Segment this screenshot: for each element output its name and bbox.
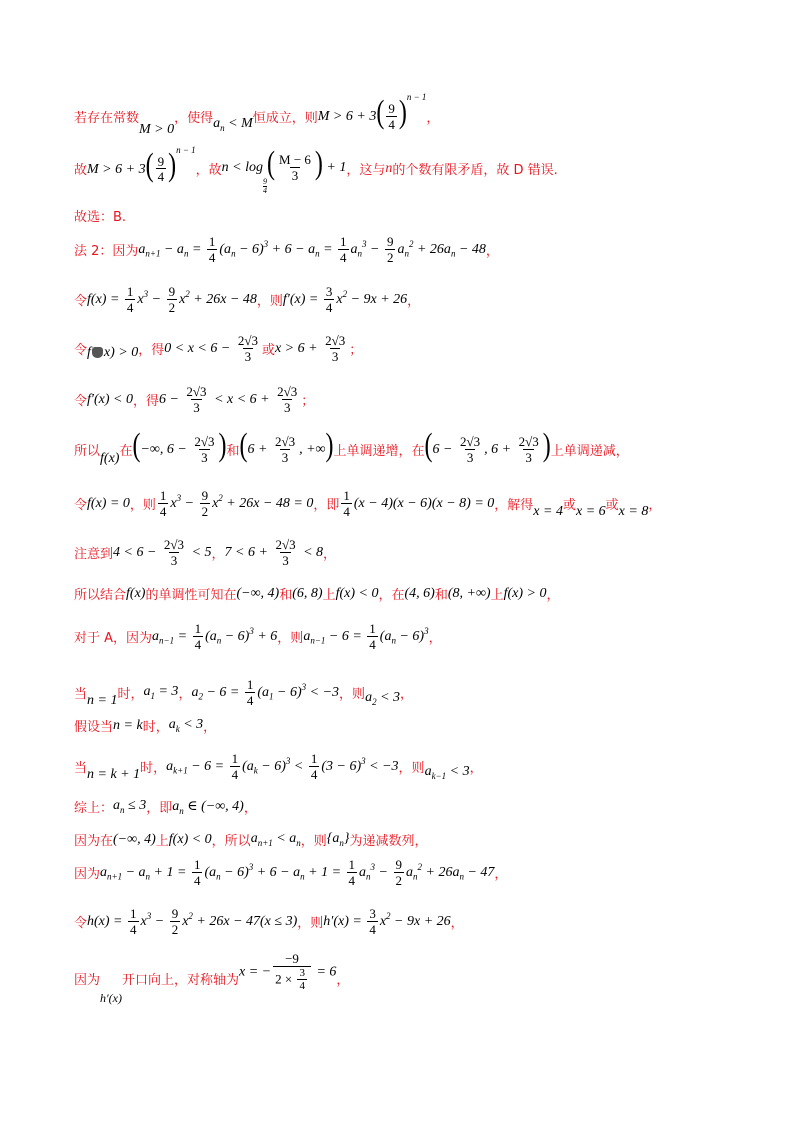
text: 当 [74,761,88,777]
text: 上 [322,588,336,603]
text: ，则 [297,916,324,932]
text: 法 2：因为 [74,244,139,260]
math: M > 6 + 3( $\frac{9}{4}$ )$^{n - 1}$ [317,92,427,132]
broken-glyph-icon [92,347,103,358]
math: (−∞, 4) [236,585,280,601]
math: $a_2 < 3$ [365,690,401,708]
text: ， [400,687,414,703]
text: 时， [117,687,144,703]
text: 为递减数列， [349,834,428,849]
text: 故 [74,163,88,179]
math: $a_n < M$ [213,115,253,133]
line-2 [74,145,558,195]
text: 和 [279,588,293,603]
math: f′(x) = $\frac{3}{4}$ $x^2 - 9x + 26$ [282,284,408,315]
line-14 [74,716,216,735]
math: (−∞, 6 − $\frac{2√3}{3}$ ) [132,428,227,465]
math: $\frac{1}{4}$ (x − 4)(x − 6)(x − 8) = 0 [343,488,495,519]
text: ，则 [398,761,425,777]
text: 的单调性可知在 [145,588,237,603]
math: h′(x) [100,990,122,1005]
math: $a_{k-1} < 3$ [424,764,470,782]
text: ，所以 [211,834,251,849]
math: x > 6 + $\frac{2√3}{3}$ [274,333,346,364]
text: ， [323,547,337,563]
text: 和 [434,588,448,603]
math: f(x) < 0 [168,831,212,847]
text: ； [349,343,363,359]
math: f(x) < 0 [335,585,379,601]
text: ，则 [300,834,327,849]
math: n = k + 1 [87,766,141,782]
math: n = k [113,717,143,733]
line-4 [74,235,499,264]
text: ，得 [132,394,159,410]
text: ，则 [277,631,304,647]
line-11 [74,584,560,603]
math: M > 6 + 3( $\frac{9}{4}$ )$^{n - 1}$ [87,145,196,185]
text: 上 [155,834,169,849]
line-10 [74,538,336,567]
line-7 [74,385,314,414]
text: ， [243,801,257,816]
math: $a_{n+1} - a_n + 1$ = $\frac{1}{4}$ $(a_n - 6)^3 + 6 - a_n + 1$ = $\frac{1}{4}$ $a_n^3$ − $\frac{9}{2}$ $a_n^2 + 26a_n - 47$ [100,857,495,888]
math: 6 − $\frac{2√3}{3}$ < x < 6 + $\frac{2√3}{3}$ [158,384,298,415]
math: h(x) = $\frac{1}{4}$ $x^3$ − $\frac{9}{2}$ $x^2 + 26x - 47(x \le 3)$ [87,906,298,937]
math: n < log $_{\frac{9}{4}}$ ( $\frac{M - 6}{3}$ ) + 1 [221,146,347,195]
text: ，即 [313,498,340,514]
math: $a_{n+1} < a_n$ [250,831,301,848]
math: $\frac{1}{4}$ $x^3$ − $\frac{9}{2}$ $x^2 + 26x - 48 = 0$ [159,488,314,519]
math: f(x) > 0 [503,585,547,601]
line-16 [74,797,257,816]
text: 综上： [74,801,114,816]
text: 和 [226,443,240,459]
text: 故选：B. [74,210,127,225]
text: 对于 A，因为 [74,631,153,647]
math: x = − −9 2 × $\frac{3}{4}$ = 6 [238,951,337,993]
text: 令 [74,294,88,310]
text: ，即 [146,801,173,816]
line-8 [74,428,629,467]
text: 恒成立，则 [252,110,318,126]
text: 因为在 [74,834,114,849]
text: ， [485,244,499,260]
text: 时， [142,720,169,735]
text: 当 [74,687,88,703]
math: f(x) = $\frac{1}{4}$ $x^3$ − $\frac{9}{2}$ $x^2 + 26x - 48$ [87,284,257,315]
text: 因为 [74,867,101,883]
math: x = 8 [618,503,649,519]
text: 若存在常数 [74,110,140,126]
text: 令 [74,498,88,514]
text: ，则 [129,498,156,514]
text: 在 [119,443,133,459]
math: $a_{k+1} - 6$ = $\frac{1}{4}$ $(a_k - 6)^3$ < $\frac{1}{4}$ $(3 - 6)^3 < -3$ [166,751,399,782]
math: $a_{n+1} - a_n$ = $\frac{1}{4}$ $(a_n - 6)^3 + 6 - a_n$ = $\frac{1}{4}$ $a_n^3$ − $\frac{9}{2}$ $a_n^2 + 26a_n - 48$ [138,234,486,265]
text: ， [546,588,560,603]
line-9 [74,489,661,518]
text: ， [203,720,217,735]
text: 的个数有限矛盾，故 D 错误. [392,163,558,179]
text: ， [469,761,483,777]
math: $a_{n-1}$ = $\frac{1}{4}$ $(a_n - 6)^3 + 6$ [152,621,278,652]
text: ， [648,498,662,514]
math: $a_2 - 6$ = $\frac{1}{4}$ $(a_1 - 6)^3 < -3$ [191,677,340,708]
text: ， [407,294,421,310]
text: ， [211,547,225,563]
text: ，则 [256,294,283,310]
line-17 [74,830,427,849]
text: ， [336,972,350,988]
text: 令 [74,343,88,359]
line-15 [74,752,483,781]
text: 所以 [74,443,101,459]
math: $a_n \le 3$ [113,798,147,815]
text: ，则 [339,687,366,703]
line-20 [74,951,350,1005]
math: x = 6 [575,503,606,519]
math: f(x) [126,585,146,601]
math: (6, 8) [292,585,323,601]
math: $a_{n-1} - 6$ = $\frac{1}{4}$ $(a_n - 6)^3$ [303,621,429,652]
text: 上单调递增，在 [333,443,425,459]
math: 0 < x < 6 − $\frac{2√3}{3}$ [164,333,258,364]
math: f x) > 0 [87,344,139,360]
text: ，得 [138,343,165,359]
text: 令 [74,916,88,932]
text: 假设当 [74,720,114,735]
text: ，解得 [494,498,534,514]
math: 7 < 6 + $\frac{2√3}{3}$ < 8 [224,537,324,568]
text: ， [494,867,508,883]
line-19 [74,907,464,936]
math: (−∞, 4) [113,831,156,847]
text: ，这与 [346,163,386,179]
text: ，在 [378,588,405,603]
text: 上单调递减， [550,443,629,459]
text: 上 [490,588,504,603]
text: ，使得 [174,110,214,126]
text: 或 [605,498,619,514]
math: M > 0 [139,122,175,138]
math: n = 1 [87,692,118,708]
line-1 [74,92,440,138]
line-12 [74,622,442,651]
text: ， [428,631,442,647]
text: 时， [140,761,167,777]
text: 注意到 [74,547,114,563]
math: $\{a_n\}$ [326,831,350,848]
text: 或 [261,343,275,359]
math: (6 − $\frac{2√3}{3}$ , 6 + $\frac{2√3}{3}$ ) [424,428,551,465]
math: $a_n$ ∈ (−∞, 4) [172,798,244,816]
text: ，故 [195,163,222,179]
line-3 [74,206,126,225]
text: 所以结合 [74,588,127,603]
text: ； [301,394,315,410]
text: ， [450,916,464,932]
math: f(x) = 0 [87,495,130,511]
math: f(x) [100,451,120,467]
line-18 [74,858,507,887]
text: ， [178,687,192,703]
text: ， [426,110,440,126]
text: 令 [74,394,88,410]
text: n [385,160,393,176]
text: 或 [562,498,576,514]
math: 4 < 6 − $\frac{2√3}{3}$ < 5 [113,537,212,568]
math: x = 4 [533,503,563,519]
math: (6 + $\frac{2√3}{3}$ , +∞) [239,428,334,465]
math: f′(x) < 0 [87,391,133,407]
math: (8, +∞) [447,585,491,601]
text: 开口向上，对称轴为 [121,972,239,988]
math: (4, 6) [404,585,435,601]
line-6 [74,334,362,363]
text: 因为 [74,972,101,988]
math: $a_1 = 3$ [143,684,179,702]
math: $a_k < 3$ [168,717,204,734]
line-13 [74,678,413,707]
math: h′(x) = $\frac{3}{4}$ $x^2 - 9x + 26$ [323,906,451,937]
line-5 [74,285,420,314]
